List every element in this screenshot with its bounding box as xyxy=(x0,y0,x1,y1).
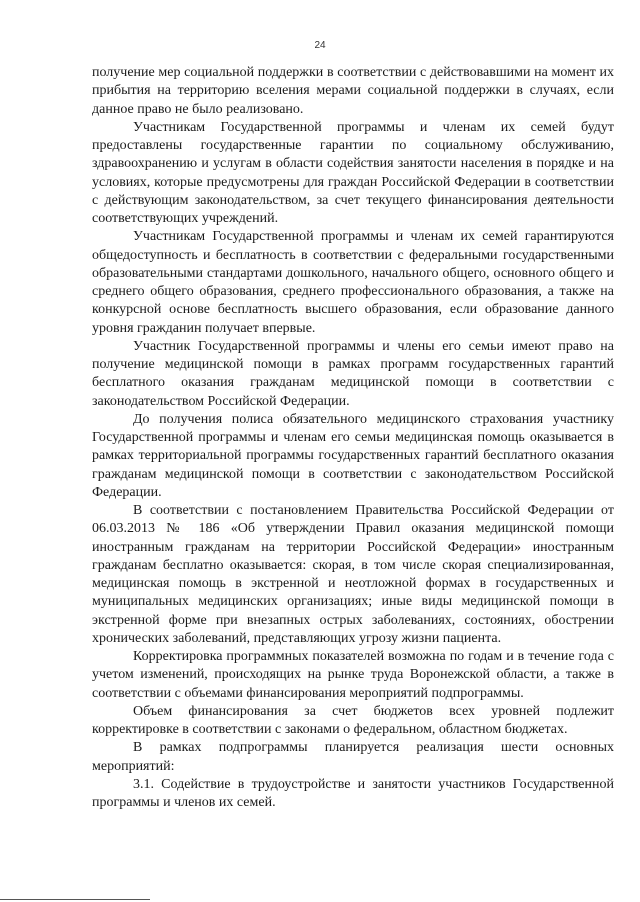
paragraph-1: получение мер социальной поддержки в соответствии с действовавшими на момент их прибытия на территорию вселения мерами социальной поддержки в случаях, если данное право не было реализовано. xyxy=(92,65,614,117)
paragraph-4: Участник Государственной программы и члены его семьи имеют право на получение медицинской помощи в рамках программ государственных гарантий бесплатного оказания гражданам медицинской помощи в соответствии с законодательством Российской Федерации. xyxy=(92,338,614,409)
paragraph-3: Участникам Государственной программы и членам их семей гарантируются общедоступность и бесплатность в соответствии с федеральными государственными образовательными стандартами дошкольного, начального общего, основного общего и среднего общего образования, среднего профессионального образования, а также на конкурсной основе бесплатность высшего образования, если образование данного уровня гражданин получает впервые. xyxy=(92,229,614,336)
footer-rule xyxy=(0,899,150,900)
page-number: 24 xyxy=(314,40,326,51)
paragraph-6: В соответствии с постановлением Правительства Российской Федерации от 06.03.2013 № 186 «Об утверждении Правил оказания медицинской помощи иностранным гражданам на территории Российской Федерации» иностранным гражданам бесплатно оказывается: скорая, в том числе скорая специализированная, медицинская помощь в экстренной и неотложной формах в государственных и муниципальных медицинских организациях; иные виды медицинской помощи в экстренной форме при внезапных острых заболеваниях, состояниях, обострении хронических заболеваний, представляющих угрозу жизни пациента. xyxy=(92,503,614,646)
paragraph-7: Корректировка программных показателей возможна по годам и в течение года с учетом изменений, происходящих на рынке труда Воронежской области, а также в соответствии с объемами финансирования мероприятий подпрограммы. xyxy=(92,649,614,701)
paragraph-8: Объем финансирования за счет бюджетов всех уровней подлежит корректировке в соответствии с законами о федеральном, областном бюджетах. xyxy=(92,703,614,737)
paragraph-5: До получения полиса обязательного медицинского страхования участнику Государственной программы и членам его семьи медицинская помощь оказывается в рамках территориальной программы государственных гарантий бесплатного оказания гражданам медицинской помощи в соответствии с законодательством Российской Федерации. xyxy=(92,411,614,500)
paragraph-2: Участникам Государственной программы и членам их семей будут предоставлены государственные гарантии по социальному обслуживанию, здравоохранению и услугам в области содействия занятости населения в порядке и на условиях, которые предусмотрены для граждан Российской Федерации в соответствии с действующим законодательством, за счет текущего финансирования деятельности соответствующих учреждений. xyxy=(92,119,614,226)
paragraph-9: В рамках подпрограммы планируется реализация шести основных мероприятий: xyxy=(92,740,614,774)
paragraph-10: 3.1. Содействие в трудоустройстве и занятости участников Государственной программы и членов их семей. xyxy=(92,776,614,810)
document-body xyxy=(92,64,614,812)
